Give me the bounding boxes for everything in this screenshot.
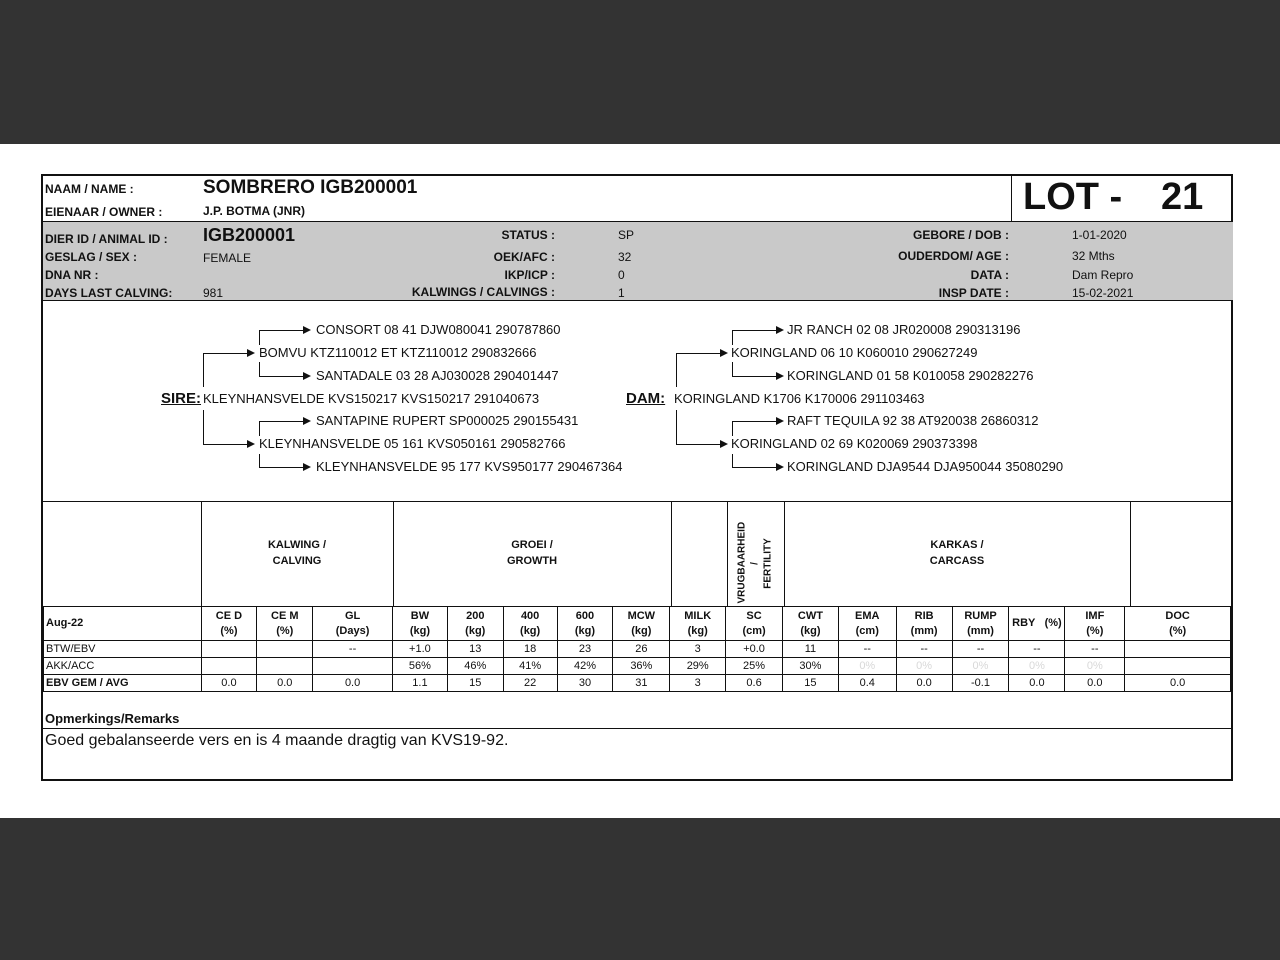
- col-unit: (kg): [631, 624, 652, 637]
- dam-dam-dam-name: KORINGLAND DJA9544 DJA950044 35080290: [787, 459, 1064, 474]
- arrow-icon: [303, 326, 311, 334]
- table-cell: 0.4: [838, 675, 896, 692]
- col-header: [670, 607, 726, 641]
- table-cell: 22: [503, 675, 557, 692]
- table-cell: 0.6: [726, 675, 783, 692]
- table-cell: 0.0: [1065, 675, 1125, 692]
- col-header: [557, 607, 613, 641]
- arrow-icon: [776, 372, 784, 380]
- table-cell: 1.1: [392, 675, 447, 692]
- name-label: NAAM / NAME :: [45, 182, 134, 196]
- col-name: IMF: [1085, 609, 1105, 622]
- pedigree-bottom-rule: [43, 501, 1233, 502]
- dam-sire-upper-connector: [732, 330, 777, 345]
- calvings-label: KALWINGS / CALVINGS :: [411, 285, 555, 299]
- arrow-icon: [303, 372, 311, 380]
- table-cell: --: [1009, 641, 1065, 658]
- table-row: [44, 641, 1231, 658]
- table-cell: 41%: [503, 658, 557, 675]
- sire-dam-dam-name: KLEYNHANSVELDE 95 177 KVS950177 290467364: [316, 459, 623, 474]
- dam-dam-name: KORINGLAND 02 69 K020069 290373398: [731, 436, 978, 451]
- dam-dam-lower-connector: [732, 454, 777, 468]
- table-cell: 13: [447, 641, 503, 658]
- remarks-top-rule: [43, 691, 1233, 692]
- table-cell: 0%: [838, 658, 896, 675]
- table-cell: [257, 641, 313, 658]
- table-cell: 3: [670, 641, 726, 658]
- col-header: [447, 607, 503, 641]
- col-unit: (%): [1044, 617, 1062, 629]
- status-value: SP: [618, 228, 635, 242]
- col-name: MCW: [627, 609, 656, 622]
- sire-name: KLEYNHANSVELDE KVS150217 KVS150217 291040673: [203, 391, 540, 406]
- col-unit: (kg): [687, 624, 708, 637]
- col-unit: (%): [1169, 624, 1187, 637]
- table-cell: 30%: [782, 658, 838, 675]
- ebv-date-label: Aug-22: [46, 617, 84, 629]
- insp-date-value: 15-02-2021: [1072, 286, 1134, 300]
- table-cell: [1125, 641, 1231, 658]
- afc-label: OEK/AFC :: [493, 250, 555, 264]
- data-value: Dam Repro: [1072, 268, 1134, 282]
- col-unit: (cm): [742, 624, 766, 637]
- ebv-date-cell: [44, 607, 202, 641]
- arrow-icon: [720, 440, 728, 448]
- col-unit: (kg): [409, 624, 430, 637]
- calving-group-line-2: CALVING: [272, 555, 322, 567]
- calvings-value: 1: [618, 286, 625, 300]
- sire-sire-sire-name: CONSORT 08 41 DJW080041 290787860: [316, 322, 561, 337]
- calving-group-label: [201, 537, 393, 569]
- col-unit: (Days): [335, 624, 370, 637]
- growth-group-line-2: GROWTH: [506, 555, 558, 567]
- animal-card: [41, 174, 1233, 781]
- dam-sire-lower-connector: [732, 362, 777, 377]
- dam-name: KORINGLAND K1706 K170006 291103463: [674, 391, 925, 406]
- col-name: DOC: [1165, 609, 1190, 622]
- table-cell: -0.1: [952, 675, 1009, 692]
- owner-value: J.P. BOTMA (JNR): [203, 204, 306, 218]
- age-value: 32 Mths: [1072, 249, 1115, 263]
- table-cell: 0.0: [313, 675, 393, 692]
- col-header: [896, 607, 952, 641]
- group-divider: [1130, 501, 1131, 606]
- table-cell: 0.0: [896, 675, 952, 692]
- dam-sire-sire-name: JR RANCH 02 08 JR020008 290313196: [787, 322, 1021, 337]
- table-cell: +0.0: [726, 641, 783, 658]
- row-label: AKK/ACC: [44, 658, 202, 675]
- table-row: [44, 675, 1231, 692]
- group-divider: [671, 501, 672, 606]
- lot-label: LOT -: [1023, 176, 1123, 218]
- col-name: RIB: [914, 609, 934, 622]
- fertility-group-line-1: VRUGBAARHEID /: [736, 521, 761, 604]
- table-cell: --: [952, 641, 1009, 658]
- col-name: MILK: [684, 609, 712, 622]
- icp-value: 0: [618, 268, 625, 282]
- dam-label: DAM:: [626, 390, 666, 407]
- arrow-icon: [247, 349, 255, 357]
- table-cell: 25%: [726, 658, 783, 675]
- col-header: [952, 607, 1009, 641]
- col-unit: (%): [220, 624, 238, 637]
- document-sheet: [0, 144, 1280, 818]
- table-cell: 0%: [1065, 658, 1125, 675]
- col-unit: (kg): [800, 624, 821, 637]
- status-label: STATUS :: [501, 228, 555, 242]
- sire-lower-connector: [203, 410, 248, 445]
- sire-sire-name: BOMVU KTZ110012 ET KTZ110012 290832666: [259, 345, 537, 360]
- table-cell: --: [313, 641, 393, 658]
- age-label: OUDERDOM/ AGE :: [898, 249, 1009, 263]
- col-header: [726, 607, 783, 641]
- data-label: DATA :: [970, 268, 1009, 282]
- table-cell: [1125, 658, 1231, 675]
- col-header: [201, 607, 257, 641]
- ebv-header-row: [44, 607, 1231, 641]
- col-header: [257, 607, 313, 641]
- arrow-icon: [303, 463, 311, 471]
- table-cell: 46%: [447, 658, 503, 675]
- group-divider: [727, 501, 728, 606]
- col-header: [392, 607, 447, 641]
- dam-sire-dam-name: KORINGLAND 01 58 K010058 290282276: [787, 368, 1034, 383]
- fertility-group-label: [736, 521, 775, 604]
- ebv-table: [43, 606, 1231, 692]
- table-cell: [201, 641, 257, 658]
- table-cell: 31: [613, 675, 670, 692]
- table-cell: 36%: [613, 658, 670, 675]
- remarks-text: Goed gebalanseerde vers en is 4 maande dragtig van KVS19-92.: [45, 732, 509, 749]
- arrow-icon: [776, 326, 784, 334]
- calving-group-line-1: KALWING /: [267, 539, 327, 551]
- col-name: GL: [344, 609, 361, 622]
- sex-value: FEMALE: [203, 251, 252, 265]
- col-unit: (kg): [465, 624, 486, 637]
- sire-sire-lower-connector: [259, 362, 304, 377]
- table-cell: 11: [782, 641, 838, 658]
- table-cell: 30: [557, 675, 613, 692]
- table-cell: 0%: [896, 658, 952, 675]
- col-header: [782, 607, 838, 641]
- table-cell: 0.0: [1009, 675, 1065, 692]
- col-unit: (mm): [967, 624, 994, 637]
- col-header: [1065, 607, 1125, 641]
- table-row: [44, 658, 1231, 675]
- sire-sire-dam-name: SANTADALE 03 28 AJ030028 290401447: [316, 368, 559, 383]
- growth-group-line-1: GROEI /: [511, 539, 553, 551]
- col-name: SC: [746, 609, 762, 622]
- col-unit: (%): [1086, 624, 1104, 637]
- col-name: BW: [410, 609, 430, 622]
- sire-upper-connector: [203, 353, 248, 387]
- table-cell: 15: [447, 675, 503, 692]
- carcass-group-line-1: KARKAS /: [930, 539, 984, 551]
- sire-label: SIRE:: [161, 390, 202, 407]
- animal-id-value: IGB200001: [203, 225, 296, 245]
- table-cell: 56%: [392, 658, 447, 675]
- details-band: [43, 221, 1233, 301]
- days-last-calving-value: 981: [203, 286, 224, 300]
- lot-number: 21: [1161, 176, 1204, 218]
- table-cell: 0.0: [201, 675, 257, 692]
- col-name: 600: [575, 609, 595, 622]
- table-cell: 0%: [952, 658, 1009, 675]
- remarks-label: Opmerkings/Remarks: [45, 711, 180, 726]
- dam-lower-connector: [676, 410, 721, 445]
- arrow-icon: [720, 349, 728, 357]
- table-cell: --: [838, 641, 896, 658]
- col-name: RBY: [1012, 617, 1036, 629]
- dna-label: DNA NR :: [45, 268, 99, 282]
- table-cell: [257, 658, 313, 675]
- table-cell: 42%: [557, 658, 613, 675]
- dob-label: GEBORE / DOB :: [912, 228, 1009, 242]
- lot-divider: [1011, 176, 1012, 221]
- animal-id-label: DIER ID / ANIMAL ID :: [45, 232, 168, 246]
- col-unit: (%): [276, 624, 294, 637]
- sire-dam-sire-name: SANTAPINE RUPERT SP000025 290155431: [316, 413, 579, 428]
- table-cell: 3: [670, 675, 726, 692]
- table-cell: 15: [782, 675, 838, 692]
- col-unit: (mm): [910, 624, 938, 637]
- col-header: [1125, 607, 1231, 641]
- dob-value: 1-01-2020: [1072, 228, 1127, 242]
- dam-dam-upper-connector: [732, 421, 777, 436]
- table-cell: --: [1065, 641, 1125, 658]
- table-cell: --: [896, 641, 952, 658]
- owner-label: EIENAAR / OWNER :: [45, 205, 163, 219]
- afc-value: 32: [618, 250, 632, 264]
- col-header: [313, 607, 393, 641]
- dam-upper-connector: [676, 353, 721, 387]
- dam-dam-sire-name: RAFT TEQUILA 92 38 AT920038 26860312: [787, 413, 1039, 428]
- carcass-group-line-2: CARCASS: [929, 555, 985, 567]
- table-cell: 0%: [1009, 658, 1065, 675]
- arrow-icon: [776, 463, 784, 471]
- carcass-group-label: [784, 537, 1130, 569]
- table-cell: 0.0: [257, 675, 313, 692]
- remarks-label-rule: [43, 728, 1233, 729]
- col-name: RUMP: [964, 609, 997, 622]
- sire-sire-upper-connector: [259, 330, 304, 345]
- col-name: CE M: [271, 609, 299, 622]
- fertility-group-line-2: FERTILITY: [762, 538, 774, 589]
- col-name: CE D: [215, 609, 243, 622]
- insp-date-label: INSP DATE :: [938, 286, 1009, 300]
- row-label: BTW/EBV: [44, 641, 202, 658]
- col-header: [1009, 607, 1065, 641]
- table-cell: +1.0: [392, 641, 447, 658]
- col-unit: (cm): [855, 624, 879, 637]
- sire-dam-lower-connector: [259, 454, 304, 468]
- table-cell: 18: [503, 641, 557, 658]
- col-name: CWT: [797, 609, 823, 622]
- col-name: 400: [520, 609, 540, 622]
- row-label: EBV GEM / AVG: [44, 675, 202, 692]
- col-header: [613, 607, 670, 641]
- arrow-icon: [776, 417, 784, 425]
- table-cell: 26: [613, 641, 670, 658]
- table-cell: 23: [557, 641, 613, 658]
- col-header: [503, 607, 557, 641]
- col-name: EMA: [855, 609, 880, 622]
- table-cell: 29%: [670, 658, 726, 675]
- col-header: [838, 607, 896, 641]
- sire-dam-upper-connector: [259, 421, 304, 436]
- icp-label: IKP/ICP :: [504, 268, 555, 282]
- sire-dam-name: KLEYNHANSVELDE 05 161 KVS050161 290582766: [259, 436, 566, 451]
- arrow-icon: [247, 440, 255, 448]
- table-cell: [313, 658, 393, 675]
- arrow-icon: [303, 417, 311, 425]
- animal-name: SOMBRERO IGB200001: [203, 177, 418, 198]
- growth-group-label: [393, 537, 671, 569]
- col-name: 200: [466, 609, 485, 622]
- table-cell: 0.0: [1125, 675, 1231, 692]
- col-unit: (kg): [574, 624, 596, 637]
- sex-label: GESLAG / SEX :: [45, 250, 138, 264]
- table-cell: [201, 658, 257, 675]
- dam-sire-name: KORINGLAND 06 10 K060010 290627249: [731, 345, 978, 360]
- days-last-calving-label: DAYS LAST CALVING:: [45, 286, 173, 300]
- col-unit: (kg): [520, 624, 541, 637]
